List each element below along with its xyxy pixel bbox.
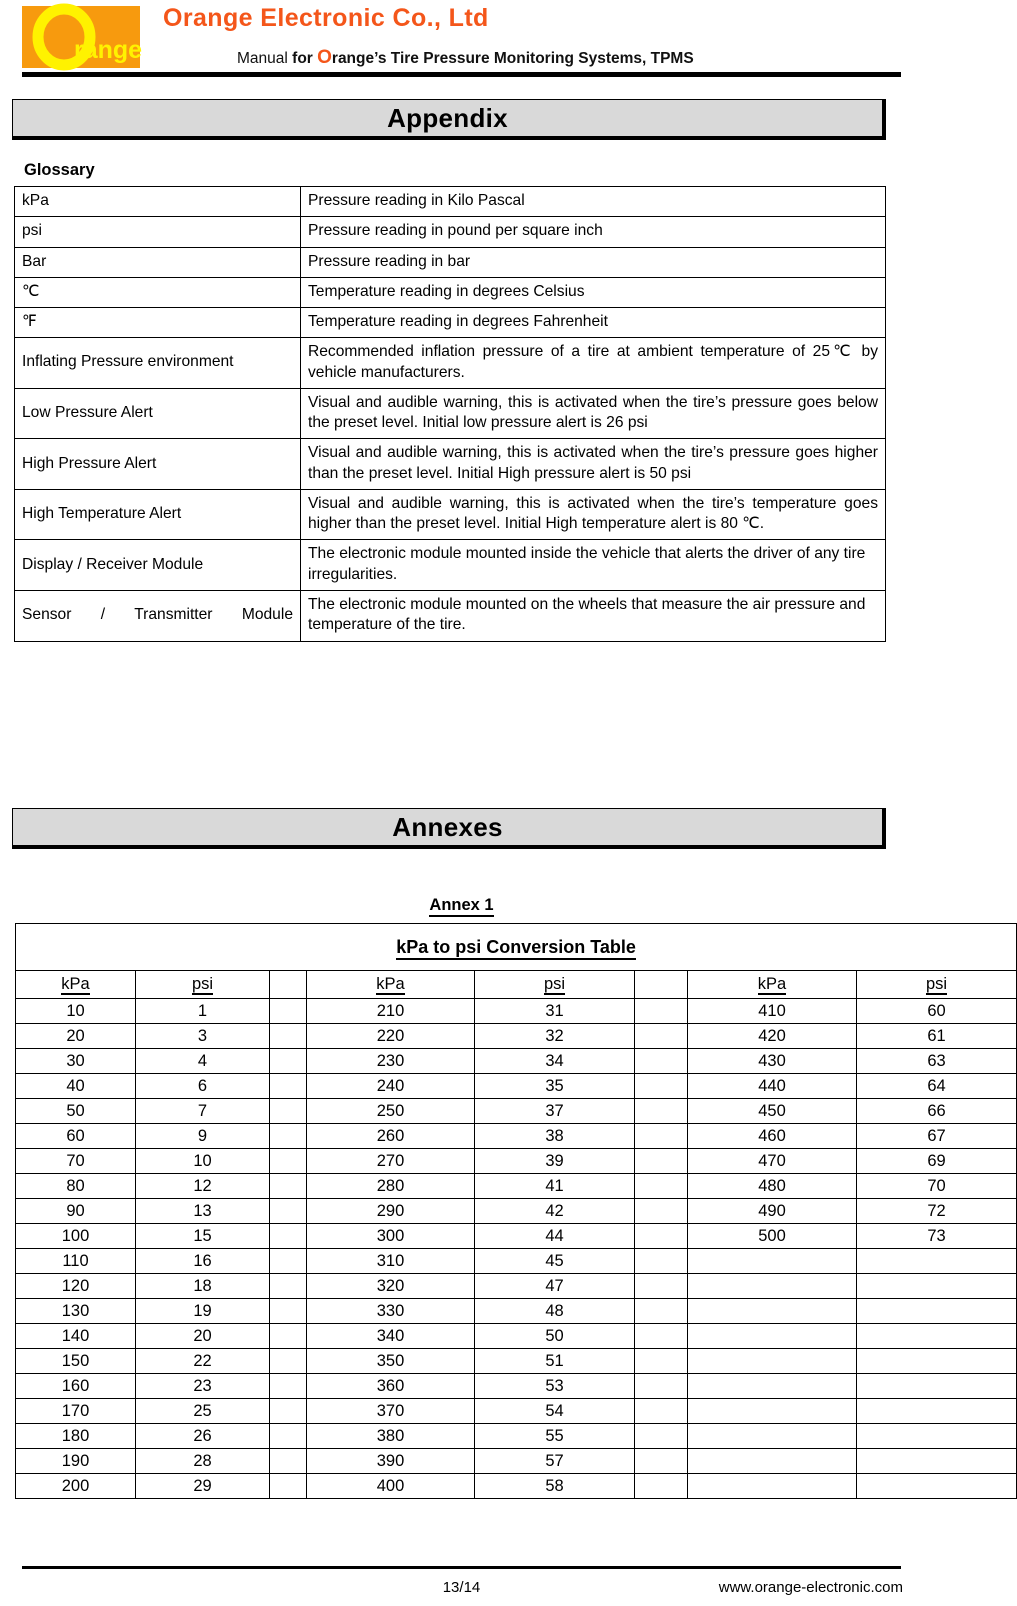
table-row [16,1349,1017,1374]
cell-kpa: 320 [307,1274,475,1299]
cell-psi: 18 [136,1274,270,1299]
cell-psi: 20 [136,1324,270,1349]
table-row [16,1199,1017,1224]
cell-kpa: 150 [16,1349,136,1374]
cell-kpa: 70 [16,1149,136,1174]
cell-psi: 19 [136,1299,270,1324]
annexes-banner-label: Annexes [392,811,503,842]
appendix-banner-label: Appendix [387,102,508,133]
cell-psi: 51 [475,1349,635,1374]
glossary-heading: Glossary [24,161,95,179]
cell-psi: 54 [475,1399,635,1424]
column-header-label: psi [191,975,214,993]
cell-kpa: 160 [16,1374,136,1399]
glossary-term: Sensor / Transmitter Module [15,590,301,641]
cell-spacer [270,1149,307,1174]
cell-kpa [688,1274,857,1299]
table-row [15,590,886,641]
cell-spacer [635,1024,688,1049]
cell-psi: 26 [136,1424,270,1449]
conversion-table-title-text: kPa to psi Conversion Table [396,937,636,960]
cell-psi [857,1299,1017,1324]
column-header-label: kPa [376,975,405,993]
cell-kpa: 350 [307,1349,475,1374]
cell-spacer [270,1474,307,1499]
orange-logo [22,6,143,68]
cell-kpa: 310 [307,1249,475,1274]
table-row [16,1174,1017,1199]
svg-text:range: range [74,36,143,64]
cell-psi [857,1449,1017,1474]
cell-psi: 67 [857,1124,1017,1149]
cell-psi: 7 [136,1099,270,1124]
cell-psi: 45 [475,1249,635,1274]
cell-spacer [270,1224,307,1249]
cell-psi: 31 [475,999,635,1024]
cell-psi: 16 [136,1249,270,1274]
cell-psi: 58 [475,1474,635,1499]
cell-kpa: 190 [16,1449,136,1474]
cell-kpa: 220 [307,1024,475,1049]
cell-kpa: 290 [307,1199,475,1224]
column-header-kpa-2 [307,971,475,999]
glossary-term: Low Pressure Alert [15,388,301,439]
cell-kpa: 130 [16,1299,136,1324]
glossary-definition: Temperature reading in degrees Fahrenheit [301,308,886,338]
manual-word: Manual [237,50,293,67]
table-row [16,999,1017,1024]
glossary-term: Display / Receiver Module [15,540,301,591]
cell-kpa: 40 [16,1074,136,1099]
cell-psi [857,1474,1017,1499]
glossary-definition: Pressure reading in Kilo Pascal [301,187,886,217]
cell-spacer [635,1199,688,1224]
glossary-definition: Pressure reading in pound per square inch [301,217,886,247]
column-header-label: kPa [757,975,787,993]
table-row [15,540,886,591]
cell-spacer [270,1324,307,1349]
cell-kpa: 430 [688,1049,857,1074]
cell-psi: 50 [475,1324,635,1349]
table-row [16,1299,1017,1324]
cell-kpa: 420 [688,1024,857,1049]
cell-psi: 41 [475,1174,635,1199]
table-row [15,489,886,540]
column-header-psi-3 [857,971,1017,999]
cell-spacer [635,1049,688,1074]
cell-kpa: 370 [307,1399,475,1424]
glossary-term: kPa [15,187,301,217]
glossary-definition: Temperature reading in degrees Celsius [301,277,886,307]
cell-kpa [688,1249,857,1274]
glossary-definition: Pressure reading in bar [301,247,886,277]
cell-spacer [270,1249,307,1274]
cell-spacer [635,1424,688,1449]
cell-spacer [635,1299,688,1324]
orange-logo-mark [22,6,143,68]
glossary-term: High Temperature Alert [15,489,301,540]
cell-psi: 66 [857,1099,1017,1124]
cell-spacer [270,1299,307,1324]
cell-kpa: 110 [16,1249,136,1274]
column-spacer-2 [635,971,688,999]
cell-kpa: 140 [16,1324,136,1349]
header-divider [22,72,901,77]
footer-divider [22,1566,901,1569]
cell-kpa [688,1474,857,1499]
cell-kpa: 20 [16,1024,136,1049]
glossary-definition: Visual and audible warning, this is activated when the tire’s temperature goes higher than the preset level. Initial High temperature alert is 80 ℃. [301,489,886,540]
cell-spacer [270,1024,307,1049]
cell-spacer [635,1324,688,1349]
cell-psi: 42 [475,1199,635,1224]
cell-spacer [635,1099,688,1124]
cell-psi: 39 [475,1149,635,1174]
cell-psi: 10 [136,1149,270,1174]
cell-kpa: 300 [307,1224,475,1249]
cell-kpa: 260 [307,1124,475,1149]
cell-psi: 28 [136,1449,270,1474]
manual-orange-o: O [317,47,332,68]
cell-psi: 69 [857,1149,1017,1174]
cell-spacer [270,1349,307,1374]
column-header-label: psi [543,975,566,993]
cell-kpa: 460 [688,1124,857,1149]
cell-spacer [635,1399,688,1424]
annex-1-heading [0,896,923,915]
column-header-kpa-1 [16,971,136,999]
cell-psi [857,1399,1017,1424]
cell-psi: 23 [136,1374,270,1399]
glossary-definition: The electronic module mounted on the wheels that measure the air pressure and temperature of the tire. [301,590,886,641]
cell-psi: 15 [136,1224,270,1249]
cell-kpa [688,1374,857,1399]
cell-psi: 32 [475,1024,635,1049]
cell-spacer [270,1449,307,1474]
cell-psi: 72 [857,1199,1017,1224]
cell-psi [857,1324,1017,1349]
cell-spacer [635,1349,688,1374]
cell-kpa: 250 [307,1099,475,1124]
table-row [15,277,886,307]
cell-spacer [270,1424,307,1449]
cell-psi: 73 [857,1224,1017,1249]
cell-psi [857,1424,1017,1449]
cell-spacer [635,1149,688,1174]
annexes-banner [12,808,886,849]
kpa-psi-conversion-table [15,923,1017,1499]
cell-spacer [270,1399,307,1424]
glossary-definition: Recommended inflation pressure of a tire at ambient temperature of 25℃ by vehicle manufacturers. [301,338,886,389]
glossary-term: ℉ [15,308,301,338]
cell-psi: 34 [475,1049,635,1074]
cell-kpa: 400 [307,1474,475,1499]
glossary-table [14,186,886,642]
glossary-definition: Visual and audible warning, this is activated when the tire’s pressure goes below the preset level. Initial low pressure alert is 26 psi [301,388,886,439]
footer-website: www.orange-electronic.com [718,1579,903,1596]
glossary-definition: The electronic module mounted inside the vehicle that alerts the driver of any tire irregularities. [301,540,886,591]
cell-kpa: 30 [16,1049,136,1074]
table-row [16,1449,1017,1474]
column-header-label: psi [926,975,948,993]
cell-kpa: 470 [688,1149,857,1174]
manual-rest: range’s Tire Pressure Monitoring Systems, TPMS [331,50,694,67]
cell-psi: 53 [475,1374,635,1399]
cell-spacer [635,999,688,1024]
table-row [15,338,886,389]
cell-psi: 35 [475,1074,635,1099]
cell-kpa: 490 [688,1199,857,1224]
column-header-kpa-3 [688,971,857,999]
cell-psi: 13 [136,1199,270,1224]
cell-kpa: 240 [307,1074,475,1099]
cell-kpa: 450 [688,1099,857,1124]
cell-kpa: 330 [307,1299,475,1324]
cell-psi: 60 [857,999,1017,1024]
cell-kpa: 10 [16,999,136,1024]
table-row [16,1049,1017,1074]
cell-psi [857,1349,1017,1374]
cell-kpa: 80 [16,1174,136,1199]
cell-kpa: 210 [307,999,475,1024]
glossary-term: ℃ [15,277,301,307]
table-row [16,1324,1017,1349]
cell-psi: 63 [857,1049,1017,1074]
cell-kpa: 170 [16,1399,136,1424]
table-row [16,1474,1017,1499]
page-number: 13/14 [442,1579,481,1596]
table-row [16,1099,1017,1124]
annex-1-label: Annex 1 [429,896,493,917]
cell-kpa: 360 [307,1374,475,1399]
cell-spacer [270,1074,307,1099]
appendix-banner [12,99,886,140]
table-row [16,1249,1017,1274]
table-row [16,1399,1017,1424]
cell-psi: 38 [475,1124,635,1149]
table-row [15,308,886,338]
cell-kpa: 380 [307,1424,475,1449]
cell-spacer [270,1124,307,1149]
conversion-table-header-row [16,971,1017,999]
page-header [0,0,923,80]
cell-psi: 29 [136,1474,270,1499]
cell-spacer [270,1099,307,1124]
cell-kpa: 230 [307,1049,475,1074]
table-row [16,1424,1017,1449]
cell-psi: 25 [136,1399,270,1424]
cell-kpa: 270 [307,1149,475,1174]
cell-psi: 12 [136,1174,270,1199]
glossary-term: Inflating Pressure environment [15,338,301,389]
cell-kpa: 480 [688,1174,857,1199]
glossary-term: High Pressure Alert [15,439,301,490]
table-row [15,388,886,439]
cell-psi: 3 [136,1024,270,1049]
cell-kpa: 500 [688,1224,857,1249]
cell-kpa: 390 [307,1449,475,1474]
cell-psi [857,1249,1017,1274]
column-header-psi-2 [475,971,635,999]
cell-spacer [635,1374,688,1399]
company-name: Orange Electronic Co., Ltd [163,4,489,32]
cell-psi [857,1274,1017,1299]
table-row [15,217,886,247]
glossary-definition: Visual and audible warning, this is activated when the tire’s pressure goes higher than the preset level. Initial High pressure alert is 50 psi [301,439,886,490]
cell-spacer [270,1199,307,1224]
cell-psi: 47 [475,1274,635,1299]
manual-subtitle [237,47,694,69]
cell-psi: 44 [475,1224,635,1249]
cell-spacer [270,1049,307,1074]
cell-spacer [635,1249,688,1274]
cell-kpa: 120 [16,1274,136,1299]
cell-psi: 4 [136,1049,270,1074]
cell-psi: 48 [475,1299,635,1324]
cell-spacer [270,999,307,1024]
column-spacer-1 [270,971,307,999]
table-row [16,1224,1017,1249]
table-row [16,1124,1017,1149]
table-row [16,1149,1017,1174]
column-header-psi-1 [136,971,270,999]
cell-spacer [635,1124,688,1149]
cell-spacer [270,1374,307,1399]
cell-kpa [688,1299,857,1324]
cell-kpa: 100 [16,1224,136,1249]
cell-spacer [635,1224,688,1249]
cell-kpa [688,1349,857,1374]
cell-spacer [635,1074,688,1099]
cell-psi: 1 [136,999,270,1024]
table-row [16,1074,1017,1099]
conversion-table-caption-row [16,924,1017,971]
cell-kpa: 340 [307,1324,475,1349]
cell-kpa: 410 [688,999,857,1024]
column-header-label: kPa [61,975,90,993]
manual-for: for [292,50,318,67]
table-row [16,1024,1017,1049]
table-row [15,187,886,217]
conversion-table-title [16,924,1017,971]
cell-psi: 22 [136,1349,270,1374]
cell-psi: 70 [857,1174,1017,1199]
cell-kpa [688,1424,857,1449]
cell-psi [857,1374,1017,1399]
cell-psi: 61 [857,1024,1017,1049]
cell-spacer [270,1274,307,1299]
cell-kpa: 90 [16,1199,136,1224]
glossary-term: Bar [15,247,301,277]
cell-spacer [635,1174,688,1199]
cell-psi: 9 [136,1124,270,1149]
cell-kpa [688,1399,857,1424]
cell-psi: 6 [136,1074,270,1099]
cell-kpa: 280 [307,1174,475,1199]
cell-kpa: 50 [16,1099,136,1124]
cell-kpa [688,1324,857,1349]
cell-psi: 37 [475,1099,635,1124]
cell-spacer [635,1474,688,1499]
cell-kpa: 60 [16,1124,136,1149]
glossary-term: psi [15,217,301,247]
cell-psi: 55 [475,1424,635,1449]
table-row [16,1274,1017,1299]
cell-kpa: 440 [688,1074,857,1099]
cell-spacer [270,1174,307,1199]
cell-kpa [688,1449,857,1474]
table-row [16,1374,1017,1399]
cell-kpa: 200 [16,1474,136,1499]
cell-spacer [635,1274,688,1299]
cell-psi: 57 [475,1449,635,1474]
table-row [15,247,886,277]
cell-kpa: 180 [16,1424,136,1449]
cell-spacer [635,1449,688,1474]
cell-psi: 64 [857,1074,1017,1099]
table-row [15,439,886,490]
